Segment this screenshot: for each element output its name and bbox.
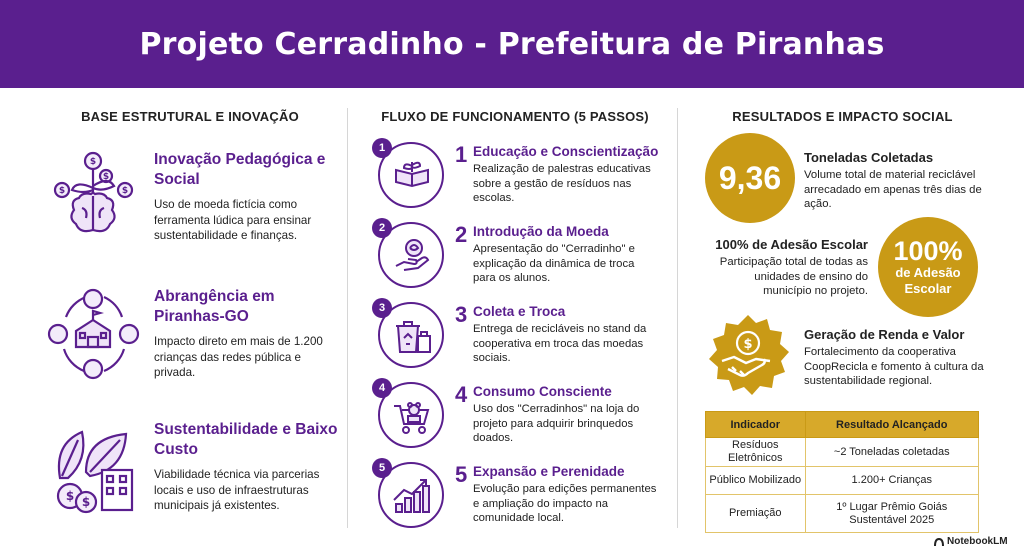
step-3 — [372, 298, 672, 376]
step-title: Educação e Conscientização — [473, 144, 659, 159]
base-item-title: Inovação Pedagógica e Social — [154, 151, 326, 188]
page-header — [0, 0, 1024, 88]
adhesion-title: 100% de Adesão Escolar — [715, 237, 868, 252]
table-header-indicator: Indicador — [706, 412, 806, 438]
table-cell: Premiação — [706, 495, 806, 533]
step-badge: 2 — [372, 218, 392, 238]
base-item-desc: Viabilidade técnica via parcerias locais e uso de infraestruturas municipais já existentes. — [154, 468, 320, 512]
table-row — [706, 467, 979, 495]
step-2 — [372, 218, 672, 296]
svg-text:$: $ — [121, 186, 129, 196]
step-number: 2 — [455, 222, 468, 247]
base-item-scope — [46, 287, 346, 387]
school-children-cycle-icon — [46, 287, 141, 382]
notebooklm-brand — [934, 536, 1008, 547]
svg-text:$: $ — [65, 489, 75, 503]
table-cell: ~2 Toneladas coletadas — [805, 438, 978, 467]
page-title: Projeto Cerradinho - Prefeitura de Piranhas — [139, 26, 885, 62]
tonnes-value: 9,36 — [718, 159, 782, 196]
table-row — [706, 438, 979, 467]
step-number: 3 — [455, 302, 468, 327]
step-title: Expansão e Perenidade — [473, 464, 625, 479]
adhesion-stat-circle — [878, 217, 978, 317]
column-divider — [677, 108, 678, 528]
step-badge: 1 — [372, 138, 392, 158]
column-title-results: RESULTADOS E IMPACTO SOCIAL — [732, 109, 953, 124]
adhesion-value: 100% — [893, 236, 963, 266]
brain-plant-coins-icon — [46, 150, 141, 245]
base-item-desc: Impacto direto em mais de 1.200 crianças das redes pública e privada. — [154, 335, 323, 379]
step-badge: 5 — [372, 458, 392, 478]
step-desc: Uso dos "Cerradinhos" na loja do projeto para adquirir brinquedos doados. — [473, 403, 640, 444]
step-4 — [372, 378, 672, 456]
column-title-flow: FLUXO DE FUNCIONAMENTO (5 PASSOS) — [381, 109, 649, 124]
base-item-title: Abrangência em Piranhas-GO — [154, 288, 275, 325]
step-desc: Apresentação do "Cerradinho" e explicação da dinâmica de troca para os alunos. — [473, 243, 635, 284]
notebooklm-logo-icon — [934, 538, 944, 546]
leaf-coins-building-icon — [46, 420, 141, 515]
tonnes-stat-circle — [705, 133, 795, 223]
step-1 — [372, 138, 672, 216]
step-title: Introdução da Moeda — [473, 224, 609, 239]
step-title: Consumo Consciente — [473, 384, 612, 399]
column-title-base: BASE ESTRUTURAL E INOVAÇÃO — [81, 109, 299, 124]
svg-text:$: $ — [743, 337, 753, 352]
svg-text:$: $ — [89, 157, 97, 167]
handshake-coin-icon — [706, 313, 790, 397]
brand-label: NotebookLM — [947, 536, 1008, 547]
table-cell: 1º Lugar Prêmio Goiás Sustentável 2025 — [805, 495, 978, 533]
step-number: 5 — [455, 462, 468, 487]
step-desc: Entrega de recicláveis no stand da cooperativa em troca das moedas sociais. — [473, 323, 647, 364]
table-cell: Resíduos Eletrônicos — [706, 438, 806, 467]
table-cell: Público Mobilizado — [706, 467, 806, 495]
step-badge: 4 — [372, 378, 392, 398]
tonnes-title: Toneladas Coletadas — [804, 150, 934, 165]
step-number: 4 — [455, 382, 468, 407]
income-desc: Fortalecimento da cooperativa CoopRecicla e fomento à cultura da sustentabilidade regional. — [804, 346, 984, 387]
base-item-title: Sustentabilidade e Baixo Custo — [154, 421, 338, 458]
tonnes-desc: Volume total de material reciclável arrecadado em apenas três dias de ação. — [804, 169, 982, 210]
income-title: Geração de Renda e Valor — [804, 327, 965, 342]
step-5 — [372, 458, 672, 536]
table-header-result: Resultado Alcançado — [805, 412, 978, 438]
adhesion-desc: Participação total de todas as unidades de ensino do município no projeto. — [719, 256, 868, 297]
results-table — [705, 411, 979, 533]
base-item-innovation — [46, 150, 346, 250]
step-desc: Evolução para edições permanentes e ampliação do impacto na comunidade local. — [473, 483, 657, 524]
svg-text:$: $ — [58, 186, 66, 196]
adhesion-sub: de Adesão Escolar — [895, 265, 961, 296]
table-cell: 1.200+ Crianças — [805, 467, 978, 495]
table-row — [706, 495, 979, 533]
step-desc: Realização de palestras educativas sobre a gestão de resíduos nas escolas. — [473, 163, 651, 204]
svg-text:$: $ — [81, 495, 91, 509]
svg-text:$: $ — [102, 172, 110, 182]
step-number: 1 — [455, 142, 468, 167]
step-badge: 3 — [372, 298, 392, 318]
step-title: Coleta e Troca — [473, 304, 566, 319]
column-divider — [347, 108, 348, 528]
base-item-desc: Uso de moeda fictícia como ferramenta lúdica para ensinar sustentabilidade e finanças. — [154, 198, 312, 242]
base-item-sustainability — [46, 420, 346, 520]
